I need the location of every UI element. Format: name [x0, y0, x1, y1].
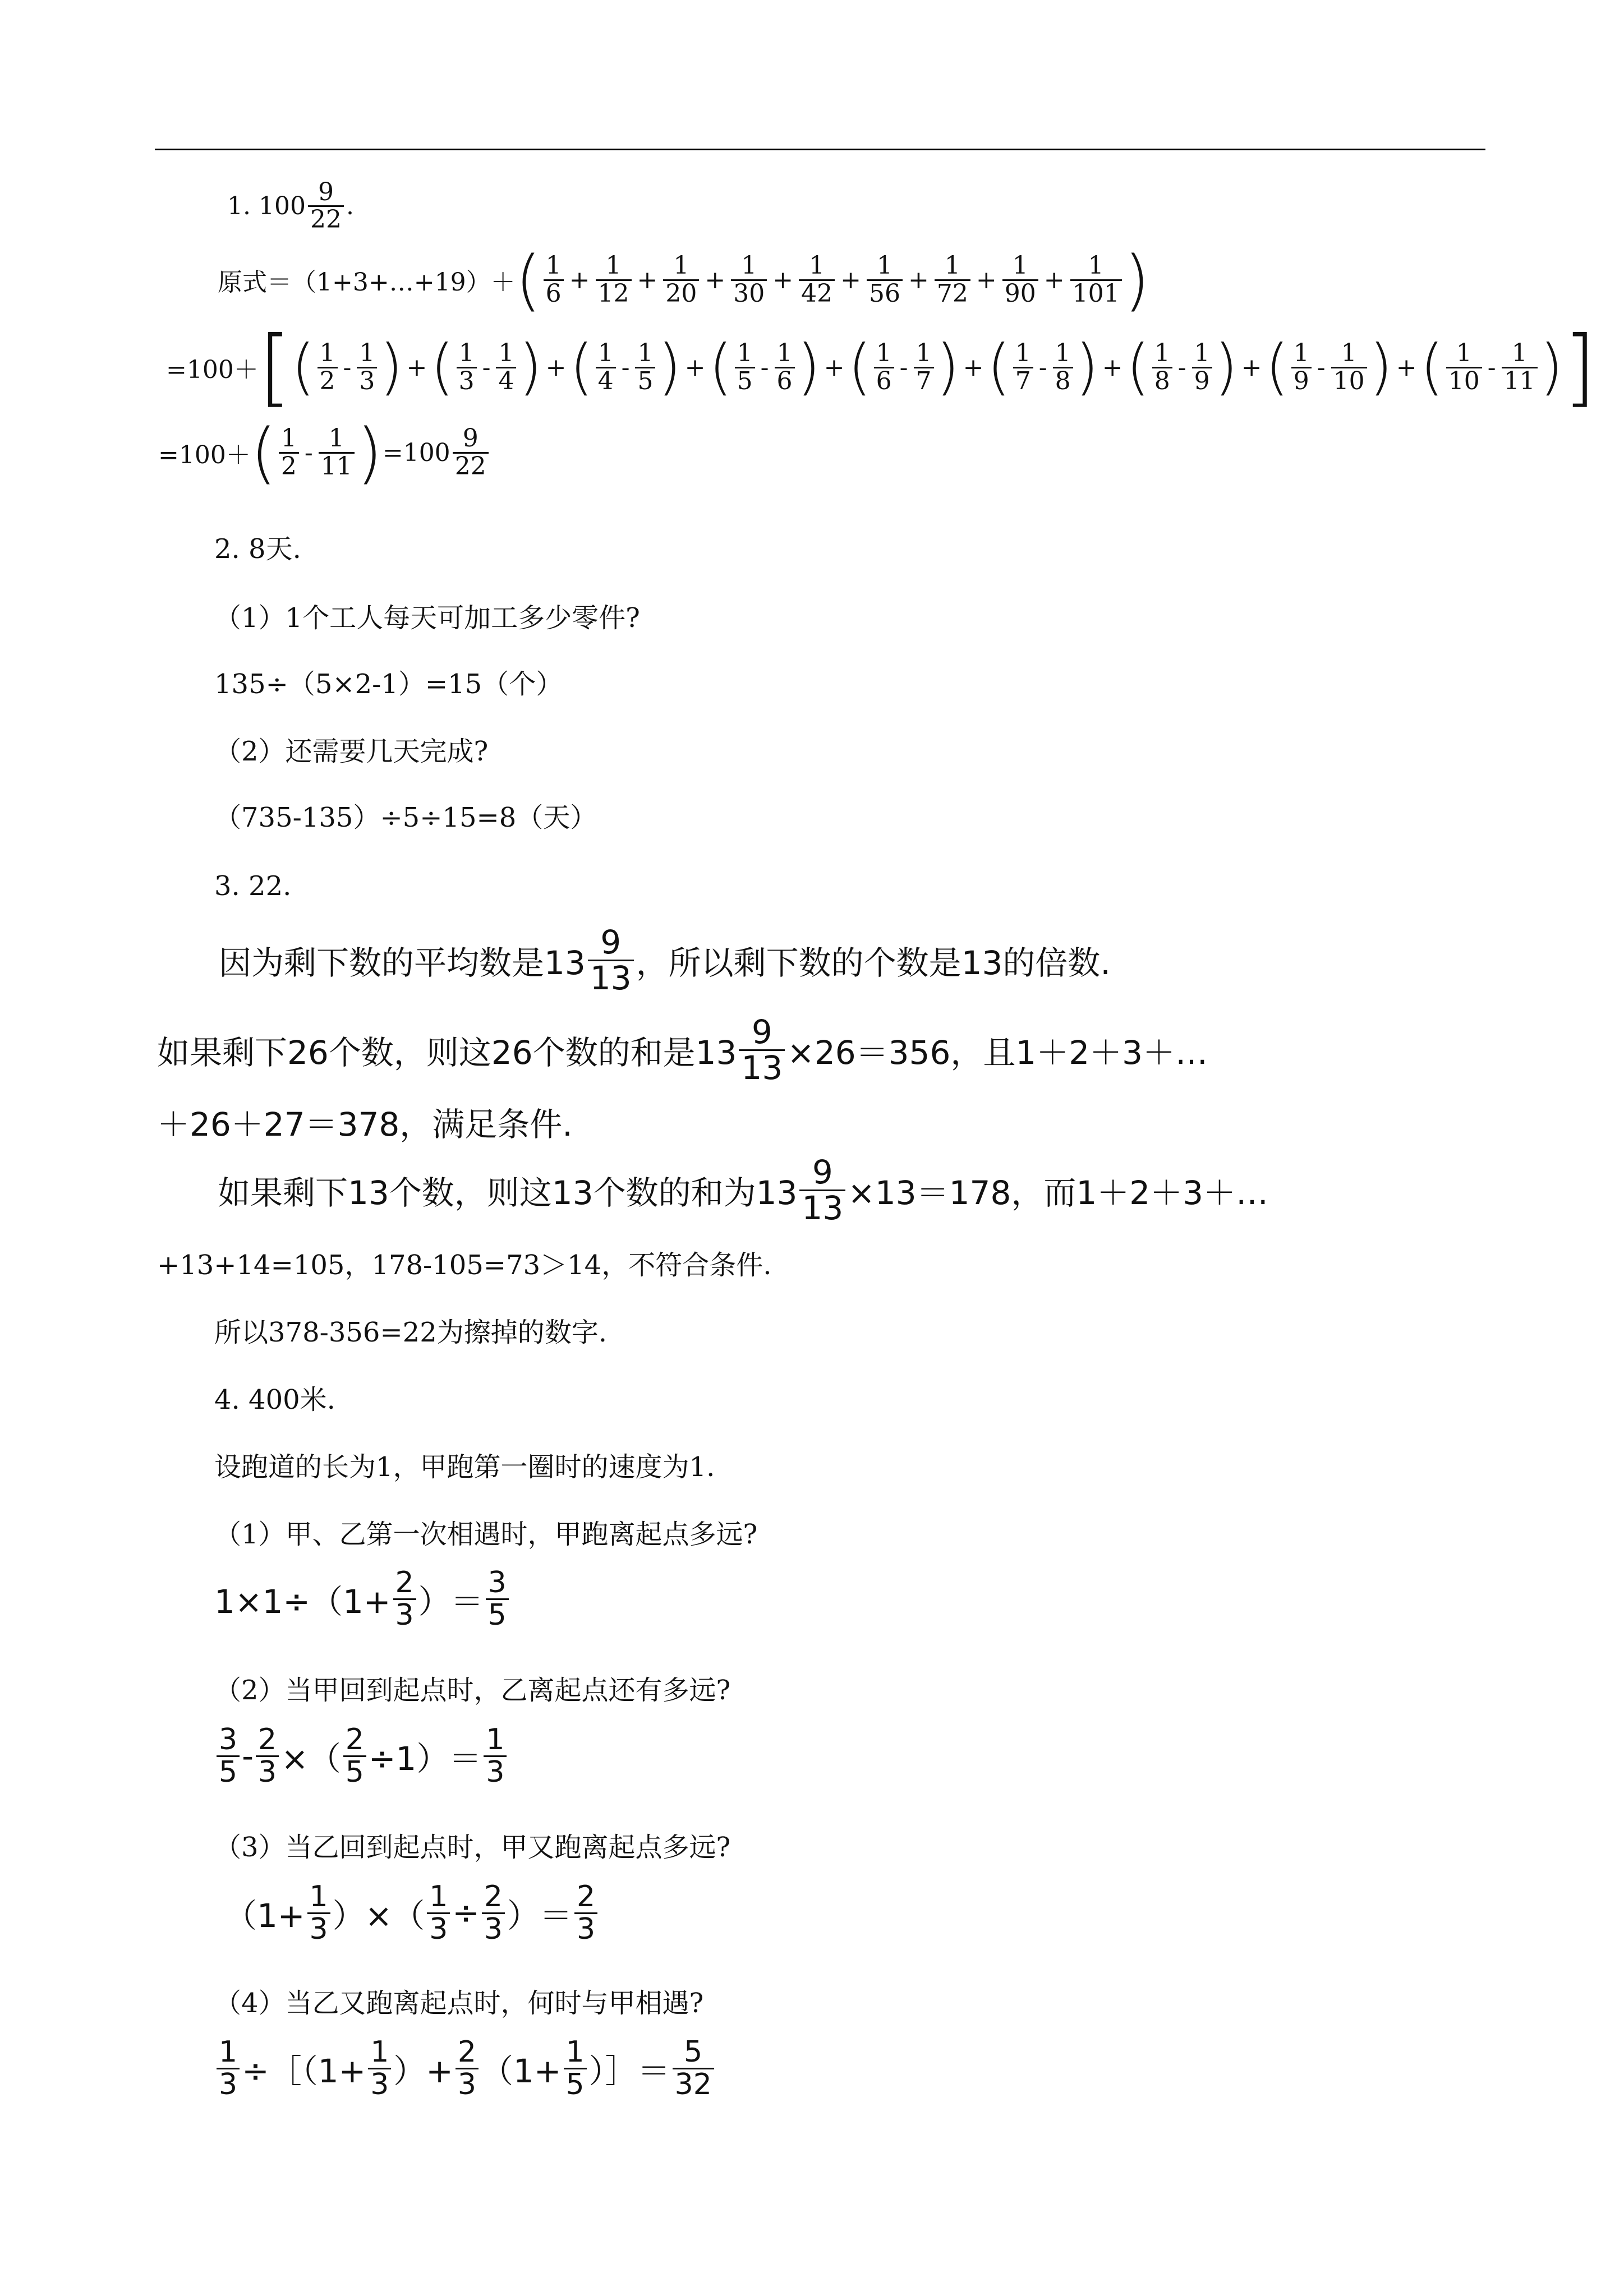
difference-sum: ( $\frac{1}{2}$ - $\frac{1}{3}$ ) + ( $\frac{1}{3}$ - $\frac{1}{4}$ ) + ( $\frac{1}{4}$ - $\frac{1}{5}$ ) + ( $\frac{1}{5}$ - $\frac{1}{6}$ ) + ( $\frac{1}{6}$ - $\frac{1}{7}$ ) + ( $\frac{1}{7}$ - $\frac{1}{8}$ ) + ( $\frac{1}{8}$ - $\frac{1}{9}$ ) + ( $\frac{1}{9}$ - $\frac{1}{10}$ ) + ( $\frac{1}{10}$ - $\frac{1}{11}$ ) [291, 332, 1563, 402]
fraction: $\frac{1}{8}$ [1152, 340, 1172, 394]
p3-line1: 因为剩下数的平均数是13 $\frac{9}{13}$ ，所以剩下数的个数是13的倍数. [219, 923, 1111, 997]
fraction: $\frac{1}{56}$ [867, 253, 903, 306]
p2-question-2: （2）还需要几天完成? [214, 736, 489, 767]
p1-line3: =100＋ ( $\frac{1}{2}$ - $\frac{1}{11}$ ) =100 $\frac{9}{22}$ [158, 419, 491, 486]
p4-answer: 4. 400米. [214, 1384, 335, 1416]
p2-answer-1: 135÷（5×2-1）=15（个） [214, 668, 563, 700]
p3-line4: 如果剩下13个数，则这13个数的和为13 $\frac{9}{13}$ ×13＝178，而1＋2＋3＋… [218, 1153, 1269, 1227]
fraction: $\frac{2}{3}$ [256, 1725, 279, 1787]
fraction: $\frac{9}{22}$ [453, 426, 489, 479]
difference-term: ( $\frac{1}{3}$ - $\frac{1}{4}$ ) [430, 332, 542, 402]
fraction: $\frac{2}{3}$ [482, 1882, 505, 1944]
p4-setup: 设跑道的长为1，甲跑第一圈时的速度为1. [214, 1451, 715, 1483]
fraction: $\frac{9}{13}$ [739, 1015, 785, 1085]
p4-eq-2: $\frac{3}{5}$ - $\frac{2}{3}$ ×（ $\frac{2}{5}$ ÷1）＝ $\frac{1}{3}$ [214, 1725, 509, 1787]
fraction: $\frac{1}{2}$ [318, 340, 338, 394]
fraction: $\frac{1}{3}$ [307, 1882, 330, 1944]
fraction: $\frac{1}{3}$ [457, 340, 477, 394]
p4-eq-3: （1+ $\frac{1}{3}$ ）×（ $\frac{1}{3}$ ÷ $\frac{2}{3}$ ）＝ $\frac{2}{3}$ [224, 1882, 600, 1944]
fraction: $\frac{2}{3}$ [574, 1882, 597, 1944]
header-rule [155, 149, 1485, 150]
difference-term: ( $\frac{1}{5}$ - $\frac{1}{6}$ ) [709, 332, 821, 402]
fraction: $\frac{1}{6}$ [874, 340, 894, 394]
fraction: $\frac{3}{5}$ [217, 1725, 240, 1787]
difference-term: ( $\frac{1}{10}$ - $\frac{1}{11}$ ) [1420, 332, 1563, 402]
fraction: $\frac{9}{13}$ [588, 925, 634, 995]
fraction: $\frac{1}{10}$ [1446, 340, 1482, 394]
fraction-sum: $\frac{1}{6}$ + $\frac{1}{12}$ + $\frac{1}{20}$ + $\frac{1}{30}$ + $\frac{1}{42}$ + $\frac{1}{56}$ + $\frac{1}{72}$ + $\frac{1}{90}$ + $\frac{1}{101}$ [541, 253, 1124, 306]
p3-line5: +13+14=105，178-105=73＞14，不符合条件. [157, 1250, 772, 1281]
p1-answer-prefix: 1. 100 [227, 192, 306, 221]
fraction: $\frac{1}{4}$ [496, 340, 516, 394]
fraction: $\frac{2}{3}$ [456, 2037, 479, 2100]
fraction: $\frac{2}{5}$ [343, 1725, 366, 1787]
fraction: $\frac{1}{30}$ [731, 253, 767, 306]
fraction: $\frac{1}{3}$ [368, 2037, 391, 2100]
difference-term: ( $\frac{1}{2}$ - $\frac{1}{3}$ ) [291, 332, 403, 402]
p4-question-3: （3）当乙回到起点时，甲又跑离起点多远? [214, 1832, 731, 1863]
fraction: $\frac{1}{3}$ [357, 340, 377, 394]
difference-term: ( $\frac{1}{4}$ - $\frac{1}{5}$ ) [569, 332, 682, 402]
p2-answer-2: （735-135）÷5÷15=8（天） [214, 802, 597, 833]
p1-line3-prefix: =100＋ [158, 441, 251, 469]
fraction: $\frac{1}{9}$ [1192, 340, 1212, 394]
fraction: $\frac{1}{4}$ [596, 340, 616, 394]
p1-line2-prefix: =100＋ [166, 356, 259, 384]
p4-question-1: （1）甲、乙第一次相遇时，甲跑离起点多远? [214, 1519, 758, 1550]
fraction: $\frac{1}{6}$ [775, 340, 795, 394]
difference-term: ( $\frac{1}{7}$ - $\frac{1}{8}$ ) [987, 332, 1099, 402]
p1-answer: 1. 100 $\frac{9}{22}$ . [227, 178, 354, 234]
fraction: $\frac{1}{20}$ [663, 253, 699, 306]
fraction: $\frac{1}{9}$ [1291, 340, 1312, 394]
fraction: $\frac{1}{7}$ [1013, 340, 1033, 394]
fraction: $\frac{1}{3}$ [427, 1882, 450, 1944]
fraction: $\frac{2}{3}$ [393, 1567, 416, 1630]
fraction: $\frac{9}{13}$ [799, 1155, 845, 1225]
p3-answer: 3. 22. [214, 870, 292, 902]
fraction: $\frac{1}{90}$ [1002, 253, 1038, 306]
p4-eq-4: $\frac{1}{3}$ ÷［（1+ $\frac{1}{3}$ ）+ $\frac{2}{3}$ （1+ $\frac{1}{5}$ ）］＝ $\frac{5}{32}$ [214, 2037, 716, 2100]
p1-line1-prefix: 原式＝（1+3+…+19）＋ [218, 268, 516, 297]
fraction: $\frac{1}{3}$ [217, 2037, 240, 2100]
fraction: $\frac{1}{5}$ [635, 340, 655, 394]
fraction: $\frac{5}{32}$ [673, 2037, 714, 2100]
p1-line2: =100＋ [ ( $\frac{1}{2}$ - $\frac{1}{3}$ ) + ( $\frac{1}{3}$ - $\frac{1}{4}$ ) + ( $\frac{1}{4}$ - $\frac{1}{5}$ ) + ( $\frac{1}{5}$ - $\frac{1}{6}$ ) + ( $\frac{1}{6}$ - $\frac{1}{7}$ ) + ( $\frac{1}{7}$ - $\frac{1}{8}$ ) + ( $\frac{1}{8}$ - $\frac{1}{9}$ ) + ( $\frac{1}{9}$ - $\frac{1}{10}$ ) + ( $\frac{1}{10}$ - $\frac{1}{11}$ ) ] [166, 319, 1597, 416]
p3-line3: ＋26＋27＝378，满足条件. [157, 1105, 573, 1144]
fraction: $\frac{1}{12}$ [596, 253, 632, 306]
fraction: $\frac{1}{6}$ [544, 253, 564, 306]
fraction: $\frac{1}{101}$ [1070, 253, 1122, 306]
difference-term: ( $\frac{1}{6}$ - $\frac{1}{7}$ ) [848, 332, 960, 402]
difference-term: ( $\frac{1}{9}$ - $\frac{1}{10}$ ) [1265, 332, 1393, 402]
p4-question-2: （2）当甲回到起点时，乙离起点还有多远? [214, 1675, 731, 1706]
fraction: $\frac{1}{5}$ [564, 2037, 587, 2100]
fraction: $\frac{1}{72}$ [935, 253, 970, 306]
fraction: $\frac{1}{42}$ [799, 253, 835, 306]
fraction: $\frac{1}{8}$ [1053, 340, 1073, 394]
p4-eq-1: 1×1÷（1+ $\frac{2}{3}$ ）＝ $\frac{3}{5}$ [214, 1567, 511, 1630]
fraction: $\frac{1}{5}$ [735, 340, 755, 394]
p3-line6: 所以378-356=22为擦掉的数字. [214, 1317, 608, 1348]
fraction: $\frac{9}{22}$ [308, 179, 344, 233]
fraction: $\frac{1}{11}$ [1502, 340, 1538, 394]
difference-term: ( $\frac{1}{8}$ - $\frac{1}{9}$ ) [1126, 332, 1238, 402]
fraction: $\frac{3}{5}$ [486, 1567, 509, 1630]
p3-line2: 如果剩下26个数，则这26个数的和是13 $\frac{9}{13}$ ×26＝356，且1＋2＋3＋… [157, 1013, 1208, 1087]
p4-question-4: （4）当乙又跑离起点时，何时与甲相遇? [214, 1988, 704, 2019]
p2-question-1: （1）1个工人每天可加工多少零件? [214, 602, 640, 634]
fraction: $\frac{1}{7}$ [914, 340, 934, 394]
p1-line1: 原式＝（1+3+…+19）＋ ( $\frac{1}{6}$ + $\frac{1}{12}$ + $\frac{1}{20}$ + $\frac{1}{30}$ + $\frac{1}{42}$ + $\frac{1}{56}$ + $\frac{1}{72}$ + $\frac{1}{90}$ + $\frac{1}{101}$ ) [218, 241, 1150, 319]
p2-answer: 2. 8天. [214, 533, 301, 565]
fraction: $\frac{1}{10}$ [1331, 340, 1367, 394]
fraction: $\frac{1}{3}$ [484, 1725, 507, 1787]
